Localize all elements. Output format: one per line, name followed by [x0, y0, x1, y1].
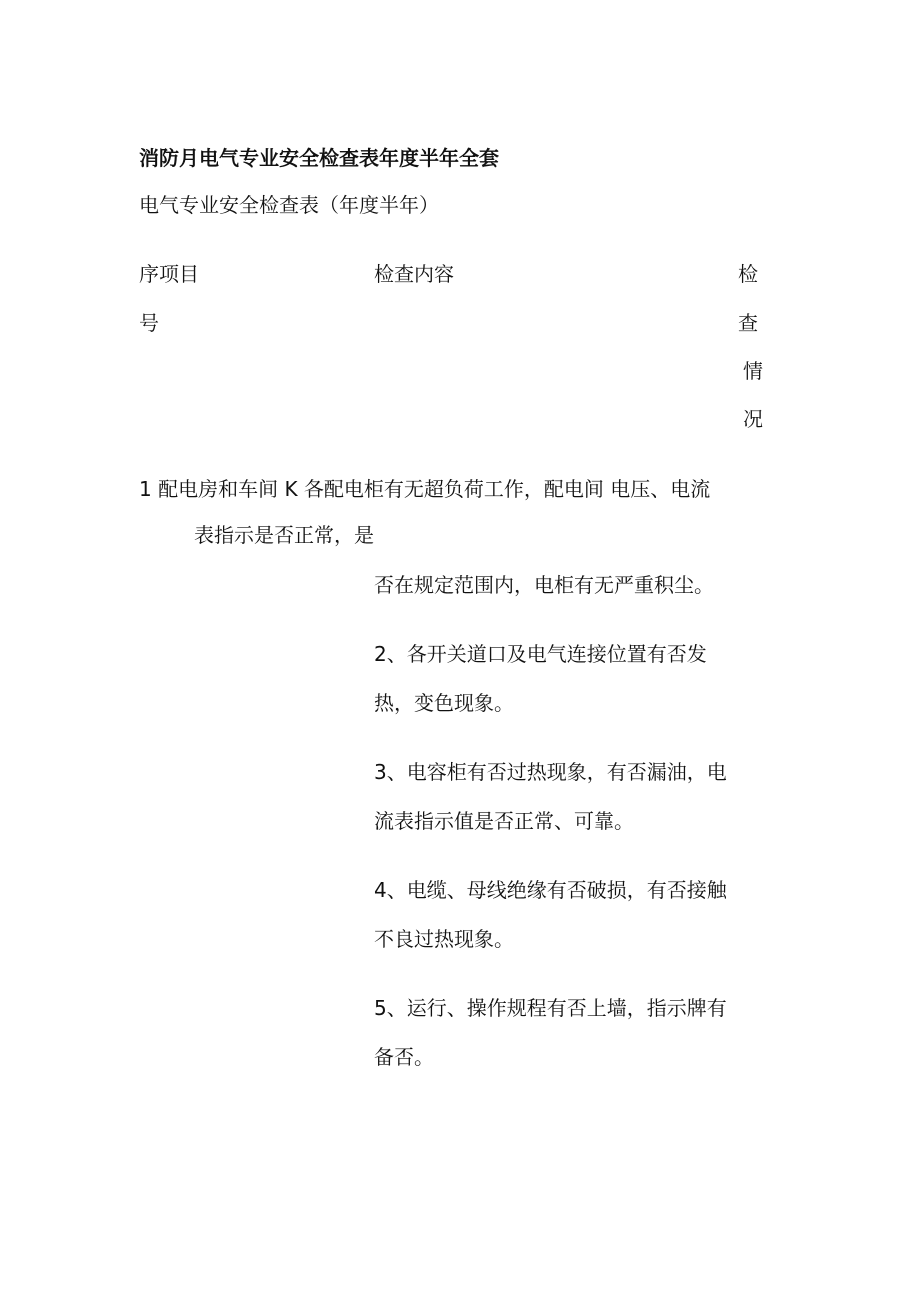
document-subtitle: 电气专业安全检查表（年度半年） [139, 193, 439, 217]
header-status-char: 况 [743, 407, 763, 431]
item-2-line2: 热，变色现象。 [374, 691, 514, 715]
item-3-line1: 3、电容柜有否过热现象，有否漏油，电 [374, 760, 727, 784]
header-status-char: 情 [743, 359, 763, 383]
item-3-line2: 流表指示值是否正常、可靠。 [374, 809, 634, 833]
header-content: 检查内容 [374, 262, 454, 286]
document-title: 消防月电气专业安全检查表年度半年全套 [139, 146, 499, 170]
header-seq-item: 序项目 [139, 262, 199, 286]
item-4-line1: 4、电缆、母线绝缘有否破损，有否接触 [374, 878, 727, 902]
row1-line1: 1 配电房和车间 K 各配电柜有无超负荷工作，配电间 电压、电流 [139, 477, 711, 501]
header-seq-cont: 号 [139, 311, 159, 335]
item-2-line1: 2、各开关道口及电气连接位置有否发 [374, 642, 707, 666]
item-5-line2: 备否。 [374, 1045, 434, 1069]
item-5-line1: 5、运行、操作规程有否上墙，指示牌有 [374, 996, 727, 1020]
header-status-char: 查 [738, 311, 758, 335]
row1-line3: 否在规定范围内，电柜有无严重积尘。 [374, 573, 714, 597]
header-status-char: 检 [738, 262, 758, 286]
item-4-line2: 不良过热现象。 [374, 927, 514, 951]
row1-line2: 表指示是否正常，是 [194, 523, 374, 547]
